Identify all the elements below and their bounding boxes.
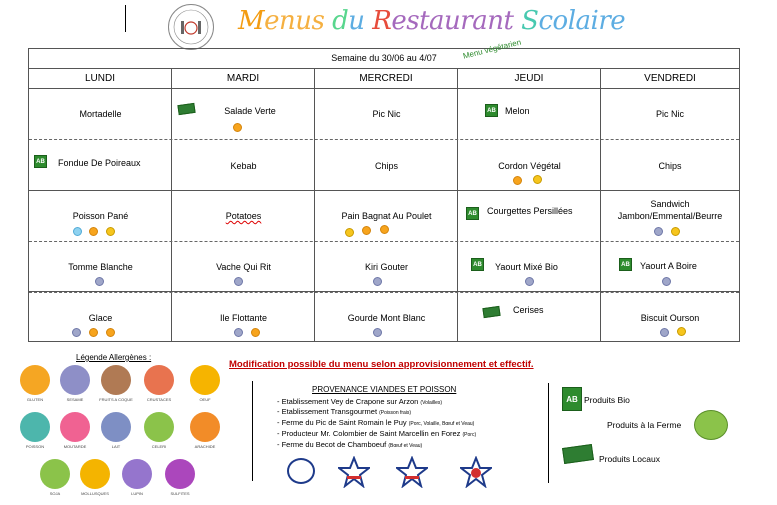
allergen-label: MOUTARDE (63, 444, 87, 449)
gluten-allergen-icon (671, 227, 680, 236)
french-origin-star-icon (338, 456, 370, 493)
row-divider (29, 292, 739, 293)
soja-allergen-icon (40, 459, 70, 489)
milk-allergen-icon (234, 277, 243, 286)
title-part: enus (264, 6, 333, 36)
milk-allergen-icon (660, 328, 669, 337)
organic-ab-icon: AB (471, 258, 484, 271)
allergen-label: OEUF (199, 397, 211, 402)
provenance-item (277, 418, 474, 429)
dish-vendredi-3a: Sandwich (650, 199, 690, 209)
row-divider (29, 139, 739, 140)
dish-jeudi-4: Yaourt Mixé Bio (495, 262, 558, 272)
provenance-item (277, 440, 422, 451)
milk-allergen-icon (234, 328, 243, 337)
local-label: Produits Locaux (599, 454, 660, 464)
dish-mardi-5: Ile Flottante (219, 313, 268, 323)
provenance-item-text: - Ferme du Becot de Chamboeuf (277, 440, 389, 449)
dish-lundi-5: Glace (88, 313, 113, 323)
allergen-label: LUPIN (131, 491, 143, 496)
milk-allergen-icon (654, 227, 663, 236)
organic-ab-icon: AB (619, 258, 632, 271)
allergen-label: CRUSTACES (146, 397, 172, 402)
provenance-item-text: - Ferme du Pic de Saint Romain le Puy (277, 418, 409, 427)
dish-mercredi-2: Chips (374, 161, 398, 171)
dish-lundi-2: Fondue De Poireaux (58, 158, 141, 168)
title-part: M (238, 6, 265, 36)
dish-lundi-3: Poisson Pané (72, 211, 129, 221)
provenance-item-text: - Producteur Mr. Colombier de Saint Marcellin en Forez (277, 429, 463, 438)
provenance-item-note: (Porc, Volaille, Bœuf et Veau) (408, 421, 475, 427)
fish-allergen-icon (73, 227, 82, 236)
menu-change-notice: Modification possible du menu selon approvisionnement et effectif. (229, 359, 534, 370)
dish-mercredi-5: Gourde Mont Blanc (347, 313, 426, 323)
lait-allergen-icon (101, 412, 131, 442)
dish-mardi-3-text: Potatoes (225, 211, 262, 221)
allergen-label: SULFITES (170, 491, 190, 496)
allergen-label: GLUTEN (26, 397, 44, 402)
organic-label: Produits Bio (584, 395, 630, 405)
provenance-item-note: (Porc) (462, 432, 477, 438)
egg-allergen-icon (380, 225, 389, 234)
allergen-label: FRUITS A COQUE (99, 397, 133, 402)
allergen-label: SOJA (49, 491, 61, 496)
dish-vendredi-5: Biscuit Ourson (640, 313, 700, 323)
dish-mardi-4: Vache Qui Rit (216, 262, 271, 272)
french-origin-star-icon (460, 456, 492, 493)
farm-product-icon (694, 410, 728, 440)
milk-allergen-icon (662, 277, 671, 286)
sesame-allergen-icon (60, 365, 90, 395)
school-logo (168, 4, 214, 50)
mustard-allergen-icon (362, 226, 371, 235)
day-header-vendredi: VENDREDI (601, 69, 739, 89)
milk-allergen-icon (525, 277, 534, 286)
gluten-allergen-icon (20, 365, 50, 395)
local-product-icon (562, 444, 594, 464)
allergen-label: ARACHIDE (194, 444, 216, 449)
provenance-item-text: - Etablissement Vey de Crapone sur Arzon (277, 397, 421, 406)
title-part: estaurant (391, 6, 522, 36)
allergen-label: MOLLUSQUES (81, 491, 109, 496)
dish-jeudi-3: Courgettes Persillées (487, 206, 573, 216)
dish-vendredi-1: Pic Nic (655, 109, 684, 119)
provenance-item (277, 429, 476, 440)
menu-table (28, 48, 740, 342)
day-header-lundi: LUNDI (29, 69, 172, 89)
allergen-label: LAIT (111, 444, 121, 449)
title-part: u (348, 6, 373, 36)
nuts-allergen-icon (106, 328, 115, 337)
week-label: Semaine du 30/06 au 4/07 (28, 48, 740, 69)
french-origin-star-icon (396, 456, 428, 493)
organic-ab-icon: AB (34, 155, 47, 168)
oeuf-allergen-icon (190, 365, 220, 395)
egg-allergen-icon (513, 176, 522, 185)
dish-jeudi-1: Melon (505, 106, 530, 116)
title-part: R (372, 6, 392, 36)
page-title (238, 6, 625, 36)
allergen-legend-title: Légende Allergènes : (76, 353, 152, 362)
milk-allergen-icon (95, 277, 104, 286)
dish-mardi-2: Kebab (230, 161, 257, 171)
gluten-allergen-icon (345, 228, 354, 237)
row-divider (29, 190, 739, 191)
day-header-jeudi: JEUDI (458, 69, 601, 89)
dish-jeudi-5: Cerises (513, 305, 544, 315)
crustaces-allergen-icon (144, 365, 174, 395)
dish-mardi-3 (172, 211, 315, 222)
egg-allergen-icon (89, 328, 98, 337)
label-legend-divider (548, 383, 549, 483)
sulfites-allergen-icon (165, 459, 195, 489)
allergen-label: SESAME (66, 397, 84, 402)
provenance-item-text: - Etablissement Transgourmet (277, 407, 380, 416)
milk-allergen-icon (373, 328, 382, 337)
dish-mercredi-1: Pic Nic (372, 109, 401, 119)
title-part: colaire (538, 6, 626, 36)
dish-lundi-1: Mortadelle (79, 109, 122, 119)
farm-label: Produits à la Ferme (607, 420, 682, 430)
moutarde-allergen-icon (60, 412, 90, 442)
mollusques-allergen-icon (80, 459, 110, 489)
provenance-item-note: (Volailles) (420, 400, 443, 406)
poisson-allergen-icon (20, 412, 50, 442)
day-header-mercredi: MERCREDI (315, 69, 458, 89)
organic-ab-icon: AB (466, 207, 479, 220)
provenance-divider (252, 381, 253, 481)
allergen-label: CELERI (151, 444, 167, 449)
gluten-allergen-icon (106, 227, 115, 236)
organic-ab-icon: AB (562, 387, 582, 411)
gluten-allergen-icon (677, 327, 686, 336)
dish-jeudi-2: Cordon Végétal (498, 161, 561, 171)
provenance-title: PROVENANCE VIANDES ET POISSON (312, 385, 457, 394)
egg-allergen-icon (89, 227, 98, 236)
provenance-item-note: (Bœuf et Veau) (388, 443, 423, 449)
organic-ab-icon: AB (485, 104, 498, 117)
day-header-mardi: MARDI (172, 69, 315, 89)
egg-allergen-icon (251, 328, 260, 337)
milk-allergen-icon (373, 277, 382, 286)
title-part: d (332, 6, 349, 36)
gluten-allergen-icon (533, 175, 542, 184)
dish-vendredi-4: Yaourt A Boire (640, 261, 697, 271)
allergen-label: POISSON (25, 444, 45, 449)
vegetarian-menu-tag: Menu végétarien (462, 37, 523, 61)
fruits-a-coque-allergen-icon (101, 365, 131, 395)
provenance-item (277, 407, 411, 418)
dish-mercredi-3: Pain Bagnat Au Poulet (341, 211, 432, 221)
mustard-allergen-icon (233, 123, 242, 132)
origin-label-logo (287, 458, 315, 484)
dish-lundi-4: Tomme Blanche (68, 262, 133, 272)
provenance-item-note: (Poisson frais) (379, 410, 412, 416)
arachide-allergen-icon (190, 412, 220, 442)
celeri-allergen-icon (144, 412, 174, 442)
dish-vendredi-2: Chips (658, 161, 682, 171)
header-divider (125, 5, 126, 32)
row-divider (29, 241, 739, 242)
milk-allergen-icon (72, 328, 81, 337)
dish-mardi-1: Salade Verte (224, 106, 276, 116)
lupin-allergen-icon (122, 459, 152, 489)
title-part: S (521, 6, 539, 36)
dish-mercredi-4: Kiri Gouter (364, 262, 408, 272)
dish-vendredi-3b: Jambon/Emmental/Beurre (617, 211, 723, 221)
